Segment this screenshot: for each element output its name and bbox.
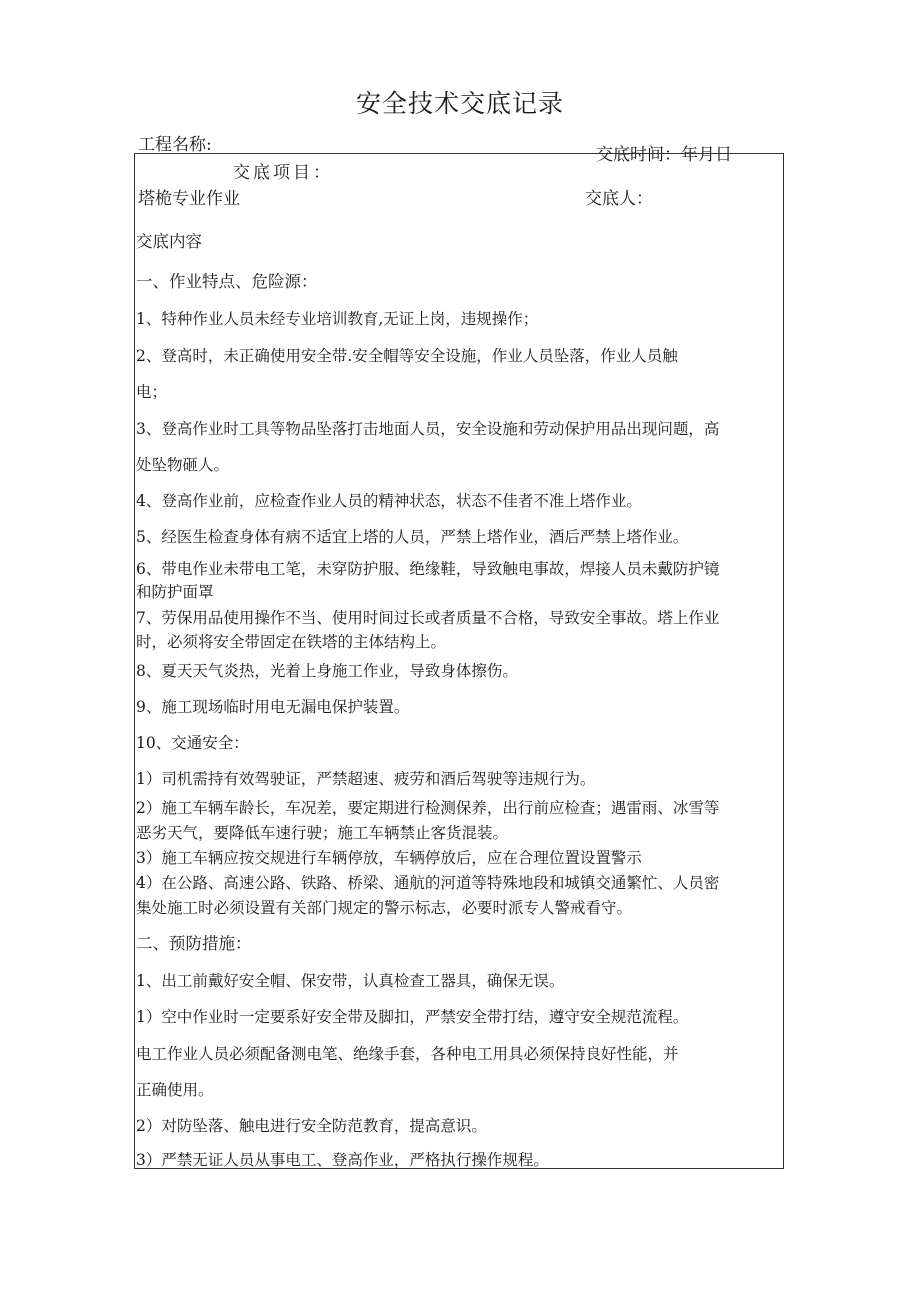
handover-person-label: 交底人：: [585, 189, 653, 209]
traffic-item-4-line2: 集处施工时必须设置有关部门规定的警示标志，必要时派专人警戒看守。: [136, 899, 633, 917]
traffic-item-1: 1）司机需持有效驾驶证，严禁超速、疲劳和酒后驾驶等违规行为。: [136, 770, 596, 788]
electrical-note-line2: 正确使用。: [136, 1081, 214, 1099]
hazard-item-7-line1: 7、劳保用品使用操作不当、使用时间过长或者质量不合格，导致安全事故。塔上作业: [136, 609, 720, 627]
electrical-note-line1: 电工作业人员必须配备测电笔、绝缘手套，各种电工用具必须保持良好性能，并: [136, 1045, 679, 1063]
hazard-item-8: 8、夏天天气炎热，光着上身施工作业，导致身体擦伤。: [136, 662, 518, 680]
hazard-item-6-line1: 6、带电作业未带电工笔，未穿防护服、绝缘鞋，导致触电事故，焊接人员未戴防护镜: [136, 560, 720, 578]
traffic-item-4-line1: 4）在公路、高速公路、铁路、桥梁、通航的河道等特殊地段和城镇交通繁忙、人员密: [136, 874, 720, 892]
hazard-item-4: 4、登高作业前，应检查作业人员的精神状态，状态不佳者不准上塔作业。: [136, 492, 642, 510]
hazard-item-9: 9、施工现场临时用电无漏电保护装置。: [136, 698, 410, 716]
content-title: 交底内容: [136, 232, 202, 251]
hazard-item-3-line2: 处坠物砸人。: [136, 456, 230, 474]
project-name-label: 工程名称:: [138, 135, 212, 155]
traffic-item-2-line1: 2）施工车辆车龄长，车况差，要定期进行检测保养，出行前应检查；遇雷雨、冰雪等: [136, 799, 720, 817]
document-title: 安全技术交底记录: [355, 89, 564, 118]
prevention-item-1-1: 1）空中作业时一定要系好安全带及脚扣，严禁安全带打结，遵守安全规范流程。: [136, 1008, 689, 1026]
traffic-item-2-line2: 恶劣天气，要降低车速行驶；施工车辆禁止客货混装。: [136, 824, 509, 842]
hazard-item-2-line2: 电；: [136, 383, 168, 401]
prevention-item-1: 1、出工前戴好安全帽、保安带，认真检查工器具，确保无误。: [136, 972, 565, 990]
hazard-item-3-line1: 3、登高作业时工具等物品坠落打击地面人员，安全设施和劳动保护用品出现问题，高: [136, 420, 720, 438]
prevention-item-3: 3）严禁无证人员从事电工、登高作业，严格执行操作规程。: [136, 1151, 549, 1169]
hazard-item-10: 10、交通安全：: [136, 734, 249, 752]
task-name: 塔桅专业作业: [138, 189, 240, 209]
section-prevention-title: 二、预防措施：: [136, 934, 252, 953]
prevention-item-2: 2）对防坠落、触电进行安全防范教育，提高意识。: [136, 1117, 487, 1135]
handover-item-label: 交底项目：: [233, 163, 333, 183]
section-hazards-title: 一、作业特点、危险源：: [136, 272, 318, 291]
handover-time-label: 交底时间：年月日: [596, 145, 732, 165]
hazard-item-5: 5、经医生检查身体有病不适宜上塔的人员，严禁上塔作业，酒后严禁上塔作业。: [136, 528, 689, 546]
hazard-item-7-line2: 时，必须将安全带固定在铁塔的主体结构上。: [136, 633, 447, 651]
hazard-item-1: 1、特种作业人员未经专业培训教育,无证上岗，违规操作；: [136, 310, 539, 328]
hazard-item-6-line2: 和防护面罩: [136, 583, 214, 601]
traffic-item-3: 3）施工车辆应按交规进行车辆停放，车辆停放后，应在合理位置设置警示: [136, 849, 642, 867]
hazard-item-2-line1: 2、登高时，未正确使用安全带.安全帽等安全设施，作业人员坠落，作业人员触: [136, 347, 678, 365]
